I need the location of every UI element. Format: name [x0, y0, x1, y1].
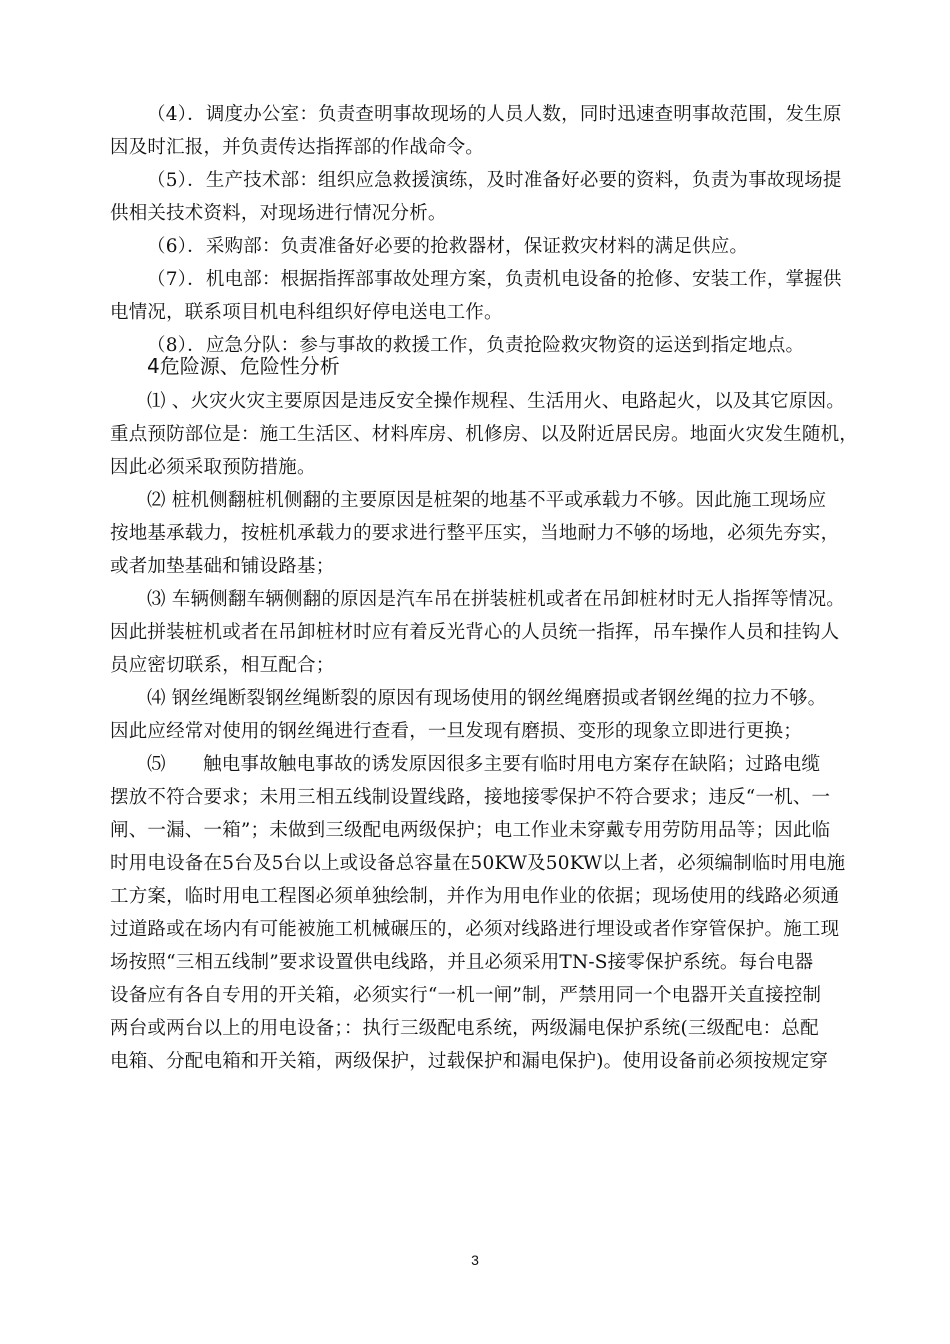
paragraph-line: 两台或两台以上的用电设备；：执行三级配电系统，两级漏电保护系统(三级配电：总配: [110, 1018, 819, 1039]
paragraph-line: （8）．应急分队：参与事故的救援工作，负责抢险救灾物资的运送到指定地点。: [147, 335, 805, 356]
paragraph-line: 时用电设备在5台及5台以上或设备总容量在50KW及50KW以上者，必须编制临时用电施: [110, 853, 846, 874]
paragraph-line: 因此拼装桩机或者在吊卸桩材时应有着反光背心的人员统一指挥，吊车操作人员和挂钩人: [110, 622, 840, 643]
paragraph-line: 场按照“三相五线制”要求设置供电线路，并且必须采用TN-S接零保护系统。每台电器: [110, 952, 814, 973]
paragraph-line: ⑴ 、火灾火灾主要原因是违反安全操作规程、生活用火、电路起火，以及其它原因。: [147, 391, 845, 412]
paragraph-line: ⑶ 车辆侧翻车辆侧翻的原因是汽车吊在拼装桩机或者在吊卸桩材时无人指挥等情况。: [147, 589, 845, 610]
paragraph-line: 供相关技术资料，对现场进行情况分析。: [110, 203, 447, 224]
paragraph-line: ⑵ 桩机侧翻桩机侧翻的主要原因是桩架的地基不平或承载力不够。因此施工现场应: [147, 490, 827, 511]
paragraph-line: 摆放不符合要求；未用三相五线制设置线路，接地接零保护不符合要求；违反“一机、一: [110, 787, 831, 808]
paragraph-line: 工方案，临时用电工程图必须单独绘制，并作为用电作业的依据；现场使用的线路必须通: [110, 886, 840, 907]
paragraph-line: 过道路或在场内有可能被施工机械碾压的，必须对线路进行埋设或者作穿管保护。施工现: [110, 919, 840, 940]
paragraph-line: 设备应有各自专用的开关箱，必须实行“一机一闸”制，严禁用同一个电器开关直接控制: [110, 985, 822, 1006]
paragraph-line: ⑷ 钢丝绳断裂钢丝绳断裂的原因有现场使用的钢丝绳磨损或者钢丝绳的拉力不够。: [147, 688, 827, 709]
paragraph-line: 电情况，联系项目机电科组织好停电送电工作。: [110, 302, 503, 323]
paragraph-line: （5）．生产技术部：组织应急救援演练，及时准备好必要的资料，负责为事故现场提: [147, 170, 842, 191]
paragraph-line: 重点预防部位是：施工生活区、材料库房、机修房、以及附近居民房。地面火灾发生随机，: [110, 424, 859, 445]
page-number: 3: [471, 1252, 479, 1268]
paragraph-line: 或者加垫基础和铺设路基；: [110, 556, 335, 577]
paragraph-line: 因及时汇报，并负责传达指挥部的作战命令。: [110, 137, 485, 158]
paragraph-line: 因此应经常对使用的钢丝绳进行查看，一旦发现有磨损、变形的现象立即进行更换；: [110, 721, 802, 742]
paragraph-line: 闸、一漏、一箱”；未做到三级配电两级保护；电工作业未穿戴专用劳防用品等；因此临: [110, 820, 831, 841]
paragraph-line: 电箱、分配电箱和开关箱，两级保护，过载保护和漏电保护)。使用设备前必须按规定穿: [110, 1051, 829, 1072]
paragraph-line: ⑸ 触电事故触电事故的诱发原因很多主要有临时用电方案存在缺陷；过路电缆: [147, 754, 821, 775]
paragraph-line: （7）．机电部：根据指挥部事故处理方案，负责机电设备的抢修、安装工作，掌握供: [147, 269, 842, 290]
paragraph-line: 因此必须采取预防措施。: [110, 457, 316, 478]
paragraph-line: （6）．采购部：负责准备好必要的抢救器材，保证救灾材料的满足供应。: [147, 236, 749, 257]
paragraph-line: 员应密切联系，相互配合；: [110, 655, 335, 676]
paragraph-line: （4）．调度办公室：负责查明事故现场的人员人数，同时迅速查明事故范围，发生原: [147, 104, 842, 125]
section-heading: 4危险源、危险性分析: [147, 354, 340, 378]
paragraph-line: 按地基承载力，按桩机承载力的要求进行整平压实，当地耐力不够的场地，必须先夯实，: [110, 523, 840, 544]
